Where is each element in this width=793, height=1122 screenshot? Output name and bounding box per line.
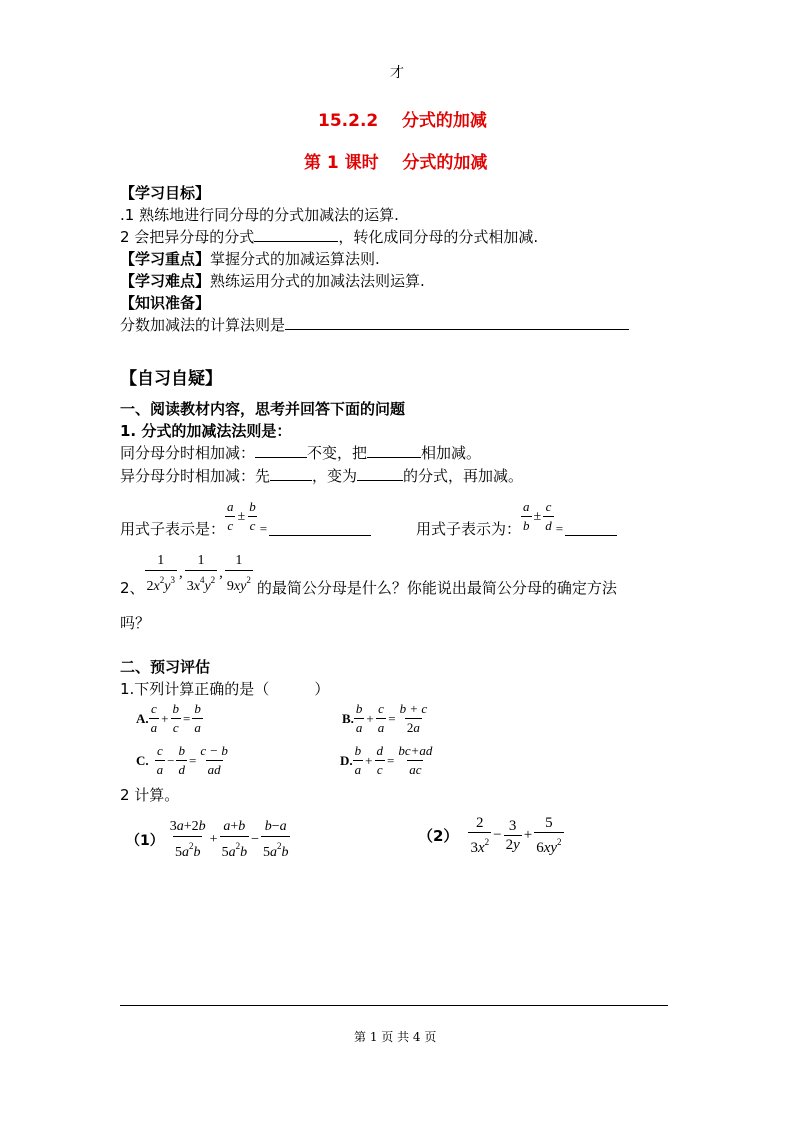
fraction: $\frac{b}{c}$ (249, 499, 256, 533)
difficulty-text: 熟练运用分式的加减法法则运算. (210, 272, 425, 290)
page-subtitle: 第 1 课时 分式的加减 (304, 153, 488, 173)
q2-line: 2、 $\frac{1}{2x^2y^3}$ , $\frac{1}{3x^4y^2}$ , $\frac{1}{9xy^2}$ 的最简公分母是什么？你能说出最简公分母的确定方法 (120, 553, 617, 597)
blank (565, 521, 617, 536)
option-c: C. $\frac{c}{a}$ − $\frac{b}{d}$ = $\frac{c - b}{ad}$ (136, 743, 228, 777)
header-mark: 才 (390, 65, 404, 81)
rule-same-b: 不变，把 (307, 444, 368, 462)
rule-same-a: 同分母分时相加减： (120, 444, 256, 462)
focus-line (120, 248, 380, 269)
rule-same (120, 442, 481, 463)
difficulty-label: 【学习难点】 (120, 272, 211, 290)
prep-heading: 【知识准备】 (120, 294, 211, 312)
goal-item-2-text-a: 2 会把异分母的分式 (120, 228, 255, 246)
q2-text: 的最简公分母是什么？你能说出最简公分母的确定方法 (256, 579, 617, 597)
blank (270, 466, 312, 481)
focus-text: 掌握分式的加减运算法则. (210, 250, 380, 268)
rule-same-c: 相加减。 (421, 444, 482, 462)
preview-q2: 2 计算。 (120, 786, 180, 804)
prep-line (120, 314, 629, 335)
option-b-label: B. (342, 710, 354, 726)
problem-2: （2） $\frac{2}{3x^2}$ − $\frac{3}{2y}$ + $\frac{5}{6xy^2}$ (418, 815, 562, 856)
focus-label: 【学习重点】 (120, 250, 211, 268)
option-a-label: A. (136, 710, 149, 726)
preview-heading: 二、预习评估 (120, 658, 211, 676)
option-d-label: D. (340, 752, 353, 768)
fraction: $\frac{1}{3x^4y^2}$ (186, 553, 216, 594)
option-c-label: C. (136, 752, 149, 768)
formula1: 用式子表示是： $\frac{a}{c}$ ± $\frac{b}{c}$ = (120, 494, 371, 539)
rule-diff (120, 465, 523, 486)
problem-1: （1） $\frac{3a+2b}{5a^2b}$ + $\frac{a+b}{5a^2b}$ − $\frac{b-a}{5a^2b}$ (126, 819, 289, 860)
goal-item-2 (120, 226, 538, 247)
footer-divider (120, 1005, 668, 1006)
blank (357, 466, 403, 481)
option-a: A. $\frac{c}{a}$ + $\frac{b}{c}$ = $\frac{b}{a}$ (136, 701, 201, 735)
goal-item-2-text-b: ，转化成同分母的分式相加减. (338, 228, 539, 246)
part1-title: 一、阅读教材内容，思考并回答下面的问题 (120, 400, 406, 418)
formula2-label: 用式子表示为： (416, 520, 522, 538)
fraction: $\frac{a}{c}$ (227, 499, 234, 533)
q1-title: 1. 分式的加减法法则是： (120, 422, 292, 440)
blank (255, 443, 307, 458)
blank (269, 521, 371, 536)
q2-number: 2、 (120, 579, 145, 597)
goal-blank (254, 227, 338, 242)
rule-diff-c: 的分式，再加减。 (403, 467, 524, 485)
rule-diff-a: 异分母分时相加减：先 (120, 467, 271, 485)
formula1-label: 用式子表示是： (120, 520, 226, 538)
q2-text-continued: 吗？ (120, 614, 151, 632)
formula2: 用式子表示为： $\frac{a}{b}$ ± $\frac{c}{d}$ = (416, 494, 617, 539)
prep-blank (285, 315, 629, 330)
goal-item-1: .1 熟练地进行同分母的分式加减法的运算. (120, 206, 399, 224)
preview-q1: 1.下列计算正确的是（ ） (120, 680, 330, 698)
fraction: $\frac{1}{2x^2y^3}$ (146, 553, 175, 594)
fraction: $\frac{1}{9xy^2}$ (226, 553, 251, 594)
page-title: 15.2.2 分式的加减 (318, 111, 487, 131)
option-b: B. $\frac{b}{a}$ + $\frac{c}{a}$ = $\frac{b + c}{2a}$ (342, 701, 428, 735)
problem-1-label: （1） (126, 833, 164, 849)
problem-2-label: （2） (418, 827, 459, 845)
fraction: $\frac{a}{b}$ (523, 499, 530, 533)
blank (367, 443, 421, 458)
difficulty-line (120, 270, 425, 291)
fraction: $\frac{c}{d}$ (545, 499, 552, 533)
rule-diff-b: ，变为 (312, 467, 358, 485)
self-study-heading: 【自习自疑】 (120, 369, 222, 389)
goals-heading: 【学习目标】 (120, 184, 211, 202)
option-d: D. $\frac{b}{a}$ + $\frac{d}{c}$ = $\frac{bc+ad}{ac}$ (340, 743, 433, 777)
page-number: 第 1 页 共 4 页 (354, 1030, 437, 1044)
prep-text: 分数加减法的计算法则是 (120, 316, 286, 334)
